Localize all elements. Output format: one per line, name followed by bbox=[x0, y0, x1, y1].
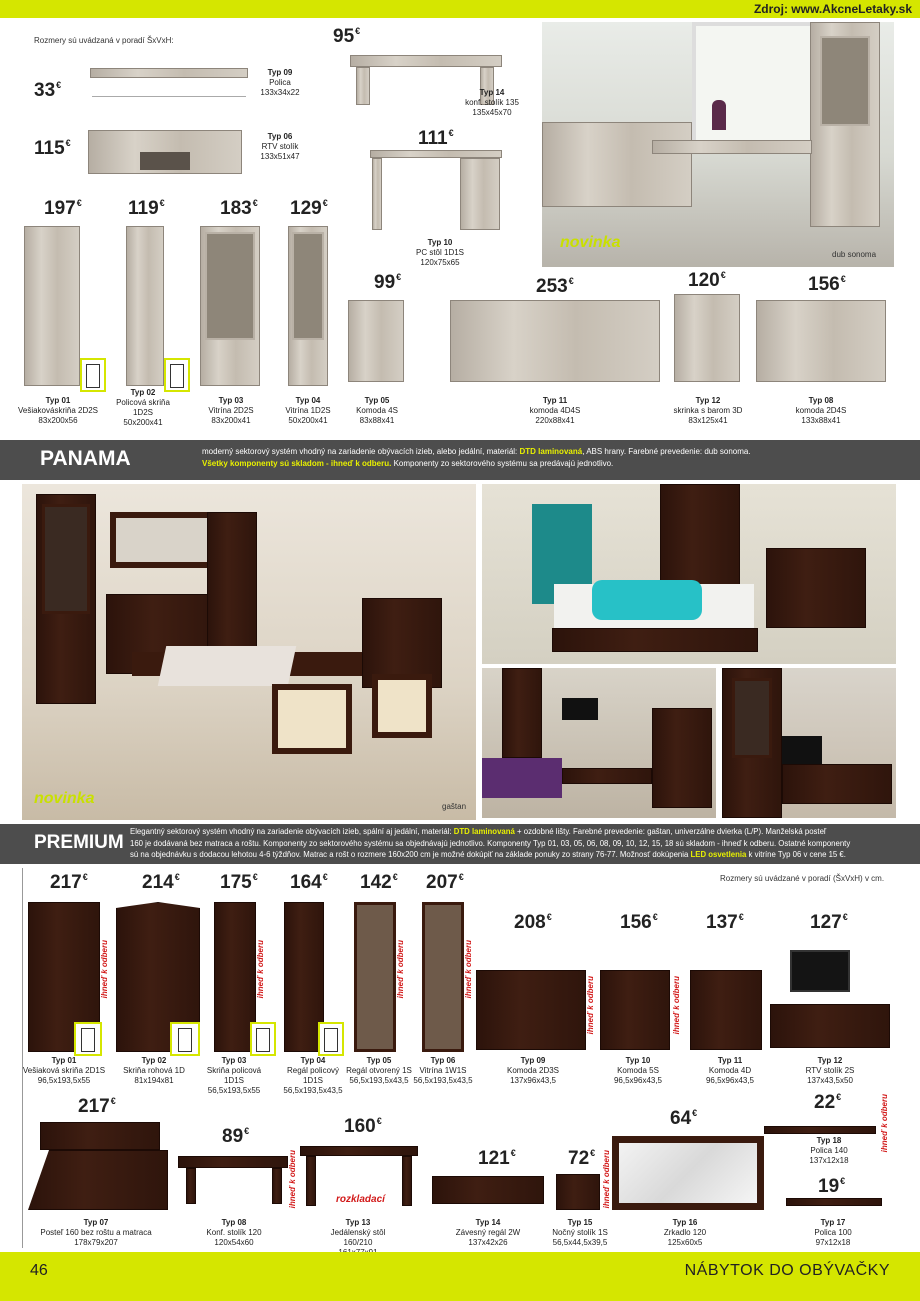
price-pr03: 175€ bbox=[220, 872, 258, 893]
desk-drawer-unit bbox=[460, 158, 500, 230]
rtv-opening bbox=[140, 152, 190, 170]
caption-pr16: Typ 16 Zrkadlo 120 125x60x5 bbox=[663, 1218, 707, 1247]
premium-dining-photo bbox=[22, 484, 476, 820]
price-pr16: 64€ bbox=[670, 1108, 698, 1129]
caption-p12: Typ 12 skrinka s barom 3D 83x125x41 bbox=[673, 396, 743, 425]
caption-p02: Typ 02 Policová skriňa 1D2S 50x200x41 bbox=[116, 388, 170, 427]
price-pr17: 19€ bbox=[818, 1176, 846, 1197]
commode-p11 bbox=[450, 300, 660, 382]
caption-p03: Typ 03 Vitrína 2D2S 83x200x41 bbox=[208, 396, 254, 425]
caption-p09: Typ 09 Polica 133x34x22 bbox=[260, 68, 300, 97]
open-shelf-pr05 bbox=[354, 902, 396, 1052]
hanging-shelf-pr14 bbox=[432, 1176, 544, 1204]
price-p04: 129€ bbox=[290, 198, 328, 219]
price-p12: 120€ bbox=[688, 270, 726, 291]
caption-pr10: Typ 10 Komoda 5S 96,5x96x43,5 bbox=[613, 1056, 663, 1085]
wardrobe-icon-pr01 bbox=[74, 1022, 102, 1056]
extendable-label: rozkladací bbox=[336, 1194, 385, 1205]
commode-p08 bbox=[756, 300, 886, 382]
stock-label-pr06: ihneď k odberu bbox=[464, 940, 473, 999]
price-pr15: 72€ bbox=[568, 1148, 596, 1169]
caption-pr11: Typ 11 Komoda 4D 96,5x96x43,5 bbox=[705, 1056, 755, 1085]
caption-pr09: Typ 09 Komoda 2D3S 137x96x43,5 bbox=[506, 1056, 560, 1085]
price-pr04: 164€ bbox=[290, 872, 328, 893]
caption-pr13: Typ 13 Jedálenský stôl 160/210 bbox=[330, 1218, 386, 1247]
commode-p05 bbox=[348, 300, 404, 382]
dims-note: Rozmery sú uvádzaná v poradí ŠxVxH: bbox=[34, 36, 174, 45]
coffee-table-leg-l bbox=[356, 67, 370, 105]
section-title: NÁBYTOK DO OBÝVAČKY bbox=[684, 1262, 890, 1279]
price-pr11: 137€ bbox=[706, 912, 744, 933]
price-pr18: 22€ bbox=[814, 1092, 842, 1113]
stock-label-pr15: ihneď k odberu bbox=[602, 1150, 611, 1209]
shelf-icon-pr04 bbox=[318, 1022, 344, 1056]
caption-p14: Typ 14 konf. stolík 135 135x45x70 bbox=[465, 88, 519, 117]
price-pr07: 217€ bbox=[78, 1096, 116, 1117]
rtv-pr12 bbox=[770, 1004, 890, 1048]
price-pr12: 127€ bbox=[810, 912, 848, 933]
premium-description: Elegantný sektorový systém vhodný na zariadenie obývacích izieb, spální aj jedální, materiál: DTD laminovaná + ozdobné lišty. Farebné prevedenie: gaštan, univerzálne dvierka (L/P). Manželská posteľ 160 je dodávaná bez matraca a roštu. Komponenty zo sektorového systému sa objednávajú jednotlivo. Komponenty Typ 01, 03, 05, 06, 08, 09, 10, 12, 15, 18 sú skladom - ihneď k odberu. Ostatné komponenty sú na objednávku s dodacou lehotou 4-6 týždňov. Matrac a rošt o rozmere 160x200 cm je možné dokúpiť na základe ponuky zo strany 76-77. Možnosť dokúpenia LED osvetlenia k vitríne Typ 06 v cene 15 €. bbox=[130, 827, 851, 859]
nightstand-pr15 bbox=[556, 1174, 600, 1210]
caption-p04: Typ 04 Vitrína 1D2S 50x200x41 bbox=[285, 396, 331, 425]
wall-shelf-pr18 bbox=[764, 1126, 876, 1134]
dining-leg-l bbox=[306, 1156, 316, 1206]
bed-frame bbox=[28, 1150, 168, 1210]
price-p03: 183€ bbox=[220, 198, 258, 219]
stock-label-pr05: ihneď k odberu bbox=[396, 940, 405, 999]
caption-p11: Typ 11 komoda 4D4S 220x88x41 bbox=[529, 396, 581, 425]
stock-label-pr09: ihneď k odberu bbox=[586, 976, 595, 1035]
price-p01: 197€ bbox=[44, 198, 82, 219]
price-pr02: 214€ bbox=[142, 872, 180, 893]
caption-pr15: Typ 15 Nočný stolík 1S 56,5x44,5x39,5 bbox=[552, 1218, 608, 1247]
stock-label-pr08: ihneď k odberu bbox=[288, 1150, 297, 1209]
stock-label-pr01: ihneď k odberu bbox=[100, 940, 109, 999]
novinka-badge-premium: novinka bbox=[34, 790, 95, 807]
wardrobe-p01 bbox=[24, 226, 80, 386]
price-p09: 33€ bbox=[34, 80, 62, 101]
desk-top bbox=[370, 150, 502, 158]
vitrine-p03-glass bbox=[205, 232, 255, 340]
source-label: Zdroj: www.AkcneLetaky.sk bbox=[753, 2, 912, 16]
price-pr06: 207€ bbox=[426, 872, 464, 893]
shelf-image bbox=[90, 68, 248, 78]
vitrine-p04-glass bbox=[292, 232, 324, 340]
caption-p05: Typ 05 Komoda 4S 83x88x41 bbox=[356, 396, 398, 425]
desk-leg bbox=[372, 158, 382, 230]
price-pr13: 160€ bbox=[344, 1116, 382, 1137]
price-pr09: 208€ bbox=[514, 912, 552, 933]
price-pr10: 156€ bbox=[620, 912, 658, 933]
panama-room-photo bbox=[542, 22, 894, 267]
cabinet-p12 bbox=[674, 294, 740, 382]
commode-pr10 bbox=[600, 970, 670, 1050]
wardrobe-icon bbox=[80, 358, 106, 392]
stock-label-pr03: ihneď k odberu bbox=[256, 940, 265, 999]
panama-photo-caption: dub sonoma bbox=[832, 250, 877, 259]
page-number: 46 bbox=[30, 1262, 48, 1279]
price-pr01: 217€ bbox=[50, 872, 88, 893]
caption-pr17: Typ 17 Polica 100 97x12x18 bbox=[814, 1218, 852, 1247]
vitrine-pr06 bbox=[422, 902, 464, 1052]
commode-pr11 bbox=[690, 970, 762, 1050]
mirror-pr16 bbox=[612, 1136, 764, 1210]
shelf-icon-pr03 bbox=[250, 1022, 276, 1056]
caption-p06: Typ 06 RTV stolík 133x51x47 bbox=[260, 132, 300, 161]
caption-pr06: Typ 06 Vitrína 1W1S 56,5x193,5x43,5 bbox=[413, 1056, 473, 1085]
shelf-shadow bbox=[92, 78, 246, 97]
shelf-cabinet-icon bbox=[164, 358, 190, 392]
premium-livingroom-photo-1 bbox=[482, 668, 716, 818]
panama-description: moderný sektorový systém vhodný na zariadenie obývacích izieb, alebo jedální, materiál: DTD laminovaná, ABS hrany. Farebné prevedenie: dub sonoma. Všetky komponenty sú skladom - ihneď k odberu. Komponenty zo sektorového systému sa predávajú jednotlivo. bbox=[202, 447, 751, 468]
caption-pr03: Typ 03 Skriňa policová 1D1S 56,5x193,5x55 bbox=[206, 1056, 262, 1095]
price-pr14: 121€ bbox=[478, 1148, 516, 1169]
wall-shelf-pr17 bbox=[786, 1198, 882, 1206]
premium-bedroom-photo bbox=[482, 484, 896, 664]
panama-title: PANAMA bbox=[40, 447, 131, 470]
price-pr05: 142€ bbox=[360, 872, 398, 893]
caption-p08: Typ 08 komoda 2D4S 133x88x41 bbox=[795, 396, 847, 425]
corner-icon-pr02 bbox=[170, 1022, 200, 1056]
caption-pr04: Typ 04 Regál policový 1D1S 56,5x193,5x43,5 bbox=[283, 1056, 343, 1095]
coffee-leg-r-pr08 bbox=[272, 1168, 282, 1204]
dining-table-top bbox=[300, 1146, 418, 1156]
caption-p01: Typ 01 Vešiakováskriňa 2D2S 83x200x56 bbox=[17, 396, 99, 425]
premium-photo-caption: gaštan bbox=[442, 802, 467, 811]
coffee-table-top bbox=[350, 55, 502, 67]
price-p02: 119€ bbox=[128, 198, 165, 219]
caption-pr18: Typ 18 Polica 140 137x12x18 bbox=[809, 1136, 849, 1165]
caption-pr14: Typ 14 Závesný regál 2W 137x42x26 bbox=[455, 1218, 521, 1247]
stock-label-pr10: ihneď k odberu bbox=[672, 976, 681, 1035]
price-p14: 95€ bbox=[333, 26, 361, 47]
price-p06: 115€ bbox=[34, 138, 71, 159]
caption-pr05: Typ 05 Regál otvorený 1S 56,5x193,5x43,5 bbox=[346, 1056, 412, 1085]
caption-pr07: Typ 07 Posteľ 160 bez roštu a matraca 178x79x207 bbox=[40, 1218, 152, 1247]
coffee-table-top-pr08 bbox=[178, 1156, 288, 1168]
premium-title: PREMIUM bbox=[34, 832, 124, 853]
price-pr08: 89€ bbox=[222, 1126, 250, 1147]
premium-dims-note: Rozmery sú uvádzané v poradí (ŠxVxH) v cm. bbox=[720, 874, 885, 883]
premium-livingroom-photo-2 bbox=[722, 668, 896, 818]
price-p10: 111€ bbox=[418, 128, 454, 149]
caption-pr08: Typ 08 Konf. stolík 120 120x54x60 bbox=[206, 1218, 262, 1247]
tv-image bbox=[790, 950, 850, 992]
price-p05: 99€ bbox=[374, 272, 402, 293]
caption-pr01: Typ 01 Vešiaková skriňa 2D1S 96,5x193,5x55 bbox=[22, 1056, 106, 1085]
commode-pr09 bbox=[476, 970, 586, 1050]
stock-label-pr18: ihneď k odberu bbox=[880, 1094, 889, 1153]
cabinet-p02 bbox=[126, 226, 164, 386]
caption-pr12: Typ 12 RTV stolík 2S 137x43,5x50 bbox=[805, 1056, 855, 1085]
price-p08: 156€ bbox=[808, 274, 846, 295]
novinka-badge-panama: novinka bbox=[560, 234, 621, 251]
caption-p10: Typ 10 PC stôl 1D1S 120x75x65 bbox=[415, 238, 465, 267]
caption-pr02: Typ 02 Skriňa rohová 1D 81x194x81 bbox=[123, 1056, 185, 1085]
bed-headboard bbox=[40, 1122, 160, 1150]
coffee-leg-l-pr08 bbox=[186, 1168, 196, 1204]
dining-leg-r bbox=[402, 1156, 412, 1206]
price-p11: 253€ bbox=[536, 276, 574, 297]
